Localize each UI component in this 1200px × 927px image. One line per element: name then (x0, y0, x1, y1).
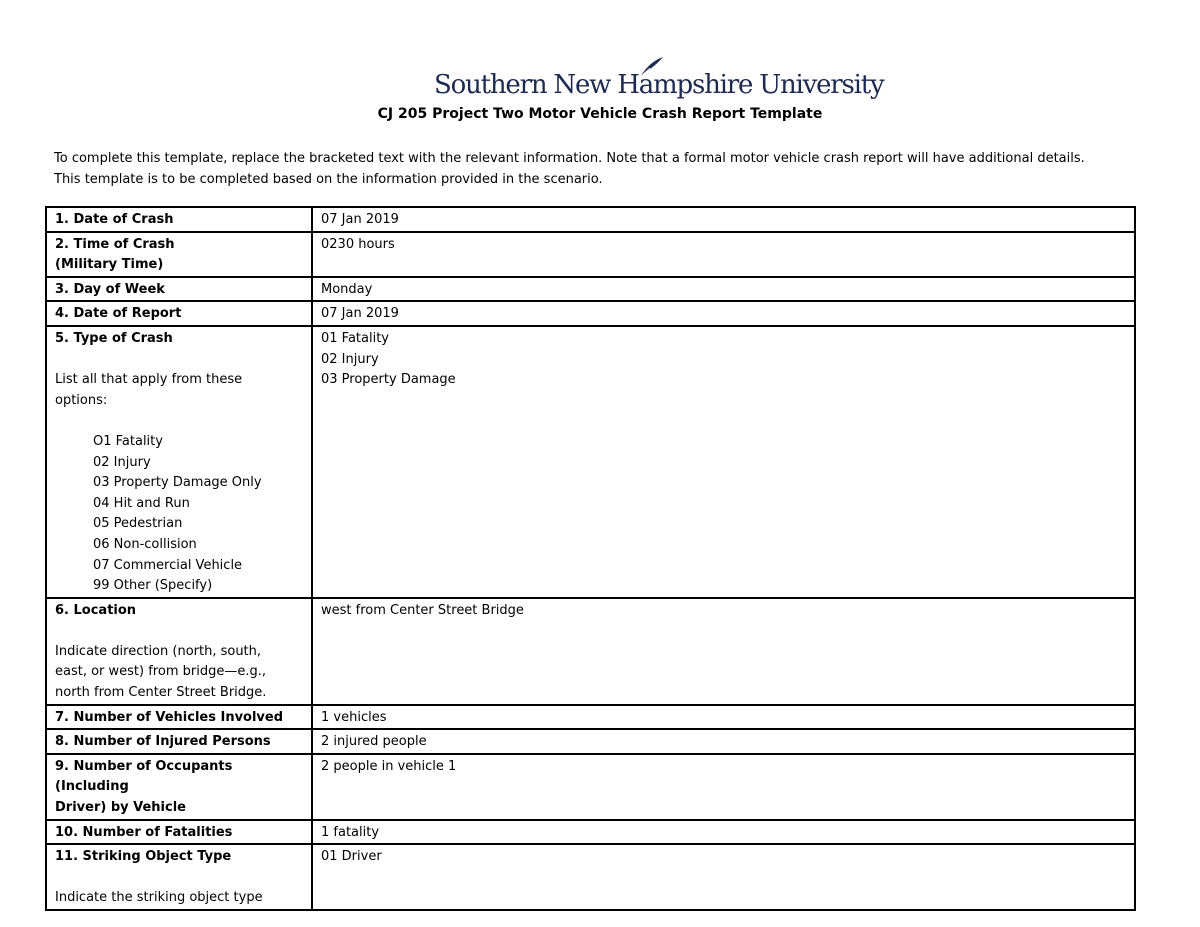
day-of-week-value-cell[interactable] (312, 277, 1135, 302)
date-of-crash-label-cell (46, 207, 312, 232)
date-of-report-value-cell[interactable] (312, 301, 1135, 326)
date-of-crash-value: 07 Jan 2019 (321, 212, 399, 227)
crash-type-option: 04 Hit and Run (93, 495, 190, 511)
occupants-label-cell (46, 754, 312, 820)
table-row (46, 301, 1135, 326)
time-of-crash-value-cell[interactable] (312, 232, 1135, 277)
type-of-crash-value: 02 Injury (321, 351, 379, 367)
time-of-crash-label: 2. Time of Crash (55, 236, 175, 252)
date-of-report-label: 4. Date of Report (55, 306, 182, 322)
intro-text (54, 148, 1154, 190)
striking-object-label-cell (46, 844, 312, 910)
location-instruction-2: east, or west) from bridge—e.g., (55, 664, 266, 680)
table-row (46, 326, 1135, 598)
university-logo (434, 56, 884, 106)
occupants-value: 2 people in vehicle 1 (321, 758, 457, 774)
intro-line-2: This template is to be completed based on the information provided in the scenario. (54, 172, 603, 187)
table-row (46, 277, 1135, 302)
type-of-crash-instruction-2: options: (55, 392, 108, 408)
day-of-week-label: 3. Day of Week (55, 281, 165, 297)
type-of-crash-label-cell (46, 326, 312, 598)
date-of-report-label-cell (46, 301, 312, 326)
table-row (46, 232, 1135, 277)
fatalities-label: 10. Number of Fatalities (55, 824, 233, 840)
location-instruction-3: north from Center Street Bridge. (55, 685, 267, 701)
table-row (46, 754, 1135, 820)
striking-object-label: 11. Striking Object Type (55, 849, 232, 865)
striking-object-value-cell[interactable] (312, 844, 1135, 910)
time-of-crash-value: 0230 hours (321, 236, 395, 252)
time-of-crash-label-sub: (Military Time) (55, 257, 164, 273)
type-of-crash-instruction-1: List all that apply from these (55, 372, 243, 388)
crash-type-option: O1 Fatality (93, 433, 163, 449)
time-of-crash-label-cell (46, 232, 312, 277)
injured-persons-value: 2 injured people (321, 734, 427, 750)
document-title: CJ 205 Project Two Motor Vehicle Crash Report Template (377, 106, 823, 122)
table-row (46, 705, 1135, 730)
university-name: Southern New Hampshire University (434, 70, 884, 100)
location-value-cell[interactable] (312, 598, 1135, 705)
date-of-crash-value-cell[interactable] (312, 207, 1135, 232)
location-instruction-1: Indicate direction (north, south, (55, 643, 262, 659)
crash-report-table (45, 206, 1136, 911)
injured-persons-label-cell (46, 729, 312, 754)
fatalities-label-cell (46, 820, 312, 845)
table-row (46, 820, 1135, 845)
occupants-value-cell[interactable] (312, 754, 1135, 820)
crash-type-option: 03 Property Damage Only (93, 475, 262, 491)
injured-persons-value-cell[interactable] (312, 729, 1135, 754)
table-row (46, 844, 1135, 910)
type-of-crash-value: 03 Property Damage (321, 372, 456, 388)
crash-type-option: 02 Injury (93, 454, 151, 470)
table-row (46, 598, 1135, 705)
crash-type-option: 06 Non-collision (93, 536, 197, 552)
day-of-week-value: Monday (321, 281, 373, 297)
type-of-crash-value-cell[interactable] (312, 326, 1135, 598)
fatalities-value-cell[interactable] (312, 820, 1135, 845)
vehicles-involved-value: 1 vehicles (321, 709, 387, 725)
location-label: 6. Location (55, 602, 137, 618)
fatalities-value: 1 fatality (321, 824, 380, 840)
striking-object-instruction: Indicate the striking object type (55, 890, 263, 906)
crash-type-option: 99 Other (Specify) (93, 578, 213, 594)
type-of-crash-value: 01 Fatality (321, 330, 390, 346)
type-of-crash-label: 5. Type of Crash (55, 330, 173, 346)
date-of-crash-label: 1. Date of Crash (55, 212, 174, 227)
vehicles-involved-value-cell[interactable] (312, 705, 1135, 730)
table-row (46, 729, 1135, 754)
intro-line-1: To complete this template, replace the bracketed text with the relevant information. Note that a formal motor vehicle crash report will have additional details. (54, 151, 1085, 166)
date-of-report-value: 07 Jan 2019 (321, 306, 399, 322)
crash-type-option: 07 Commercial Vehicle (93, 557, 243, 573)
vehicles-involved-label: 7. Number of Vehicles Involved (55, 709, 284, 725)
location-value: west from Center Street Bridge (321, 602, 524, 618)
occupants-label-sub: Driver) by Vehicle (55, 800, 186, 816)
occupants-label: 9. Number of Occupants (Including (55, 758, 233, 795)
injured-persons-label: 8. Number of Injured Persons (55, 734, 271, 750)
crash-type-options (55, 432, 303, 597)
vehicles-involved-label-cell (46, 705, 312, 730)
location-label-cell (46, 598, 312, 705)
striking-object-value: 01 Driver (321, 849, 382, 865)
day-of-week-label-cell (46, 277, 312, 302)
crash-type-option: 05 Pedestrian (93, 516, 183, 532)
table-row (46, 207, 1135, 232)
